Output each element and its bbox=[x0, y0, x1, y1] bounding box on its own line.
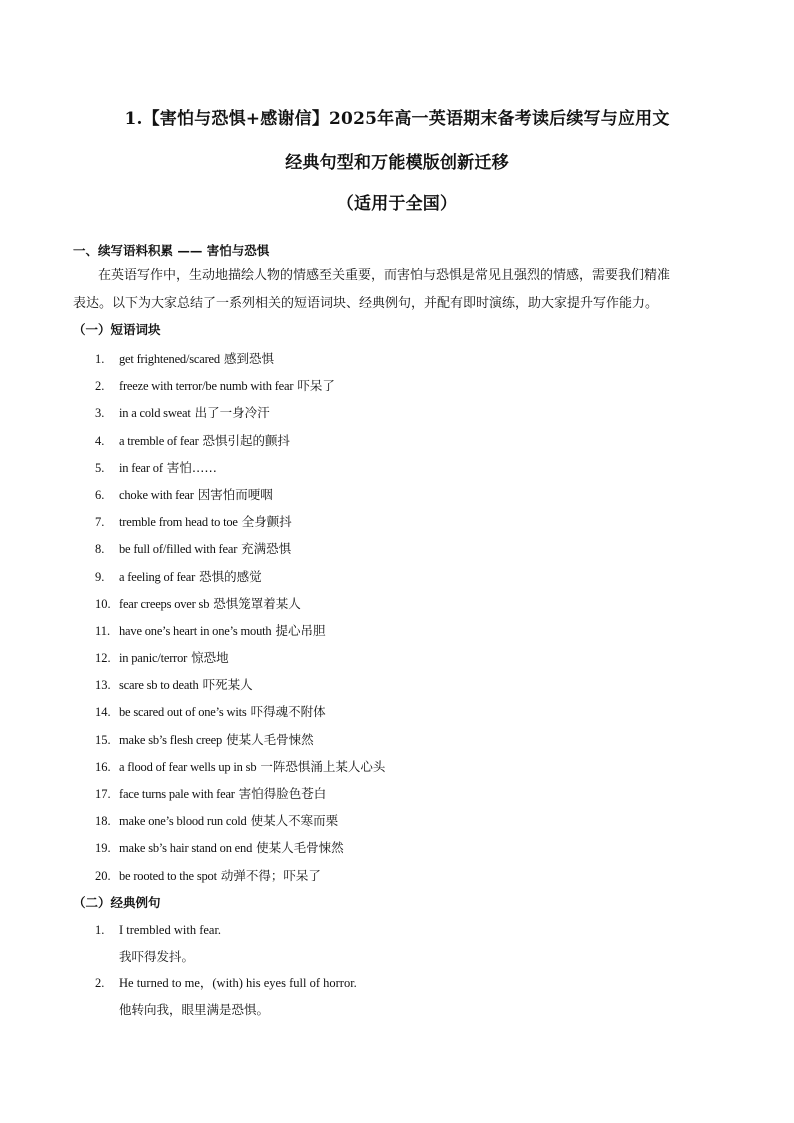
item-chinese: 害怕得脸色苍白 bbox=[238, 786, 327, 801]
item-number: 4. bbox=[95, 433, 105, 448]
item-number: 13. bbox=[95, 678, 111, 693]
item-number: 15. bbox=[95, 732, 111, 747]
item-number: 17. bbox=[95, 787, 111, 801]
document-title-line3: （适用于全国） bbox=[336, 194, 458, 214]
item-number: 19. bbox=[95, 841, 111, 856]
list-item bbox=[95, 698, 385, 725]
item-english: fear creeps over sb bbox=[119, 596, 210, 611]
phrase-list bbox=[95, 345, 385, 889]
item-english: choke with fear bbox=[119, 487, 194, 502]
item-english: in panic/terror bbox=[119, 651, 188, 666]
item-english: be full of/filled with fear bbox=[119, 542, 238, 557]
item-english: in a cold sweat bbox=[119, 406, 191, 421]
item-number: 20. bbox=[95, 868, 111, 883]
list-item bbox=[95, 970, 357, 1023]
item-number: 7. bbox=[95, 515, 105, 530]
list-item bbox=[95, 372, 385, 399]
list-item bbox=[95, 481, 385, 508]
item-number: 11. bbox=[95, 623, 111, 638]
item-number: 5. bbox=[95, 460, 105, 475]
item-number: 1. bbox=[95, 352, 105, 366]
list-item bbox=[95, 780, 385, 807]
item-chinese: 吓呆了 bbox=[297, 378, 335, 394]
section-heading: 一、续写语料积累 —— 害怕与恐惧 bbox=[73, 243, 270, 258]
list-item bbox=[95, 862, 385, 889]
item-english: make one’s blood run cold bbox=[119, 814, 247, 829]
item-english: be rooted to the spot bbox=[119, 868, 217, 883]
item-number: 12. bbox=[95, 651, 111, 666]
list-item bbox=[95, 617, 385, 644]
item-english: make sb’s flesh creep bbox=[119, 732, 223, 747]
list-item bbox=[95, 807, 385, 834]
list-item bbox=[95, 563, 385, 590]
item-chinese: 恐惧的感觉 bbox=[199, 568, 262, 584]
item-english: a flood of fear wells up in sb bbox=[119, 759, 257, 774]
item-number: 2. bbox=[95, 379, 105, 394]
item-chinese: 因害怕而哽咽 bbox=[197, 486, 273, 502]
example-english: I trembled with fear. bbox=[119, 923, 222, 937]
example-chinese: 他转向我，眼里满是恐惧。 bbox=[119, 1002, 270, 1017]
item-number: 1. bbox=[95, 923, 105, 937]
phrases-heading: （一）短语词块 bbox=[73, 322, 161, 337]
item-number: 8. bbox=[95, 542, 105, 557]
item-chinese: 吓死某人 bbox=[202, 677, 253, 693]
item-chinese: 提心吊胆 bbox=[275, 622, 326, 638]
item-english: a tremble of fear bbox=[119, 433, 199, 448]
item-english: get frightened/scared bbox=[119, 352, 220, 366]
list-item bbox=[95, 454, 385, 481]
list-item bbox=[95, 345, 385, 372]
item-number: 2. bbox=[95, 976, 105, 990]
item-english: have one’s heart in one’s mouth bbox=[119, 623, 272, 638]
item-chinese: 害怕…… bbox=[166, 459, 217, 475]
item-english: scare sb to death bbox=[119, 678, 199, 693]
example-sentence-list bbox=[95, 917, 357, 1023]
item-chinese: 惊恐地 bbox=[191, 650, 229, 666]
item-number: 14. bbox=[95, 705, 111, 720]
examples-heading: （二）经典例句 bbox=[73, 895, 161, 910]
item-chinese: 使某人毛骨悚然 bbox=[226, 731, 314, 747]
item-english: in fear of bbox=[119, 460, 163, 475]
item-chinese: 充满恐惧 bbox=[241, 541, 292, 557]
list-item bbox=[95, 644, 385, 671]
item-chinese: 感到恐惧 bbox=[223, 351, 274, 366]
item-number: 10. bbox=[95, 596, 111, 611]
item-chinese: 出了一身冷汗 bbox=[194, 405, 270, 421]
item-chinese: 使某人毛骨悚然 bbox=[256, 840, 344, 856]
example-chinese: 我吓得发抖。 bbox=[119, 949, 195, 964]
item-english: make sb’s hair stand on end bbox=[119, 841, 253, 856]
item-chinese: 全身颤抖 bbox=[241, 514, 292, 530]
list-item bbox=[95, 535, 385, 562]
list-item bbox=[95, 671, 385, 698]
item-number: 9. bbox=[95, 569, 105, 584]
document-title-line1: 1.【害怕与恐惧+感谢信】2025年高一英语期末备考读后续写与应用文 bbox=[124, 109, 670, 129]
list-item bbox=[95, 834, 385, 861]
item-english: a feeling of fear bbox=[119, 569, 196, 584]
list-item bbox=[95, 917, 357, 970]
item-chinese: 一阵恐惧涌上某人心头 bbox=[260, 758, 386, 774]
document-title-line2: 经典句型和万能模版创新迁移 bbox=[285, 153, 509, 173]
list-item bbox=[95, 399, 385, 426]
item-english: tremble from head to toe bbox=[119, 515, 238, 530]
list-item bbox=[95, 753, 385, 780]
item-english: face turns pale with fear bbox=[119, 787, 235, 801]
item-english: be scared out of one’s wits bbox=[119, 705, 247, 720]
list-item bbox=[95, 427, 385, 454]
item-number: 18. bbox=[95, 814, 111, 829]
item-english: freeze with terror/be numb with fear bbox=[119, 379, 294, 394]
item-chinese: 恐惧笼罩着某人 bbox=[213, 595, 301, 611]
item-chinese: 恐惧引起的颤抖 bbox=[202, 432, 291, 448]
list-item bbox=[95, 590, 385, 617]
item-number: 6. bbox=[95, 487, 105, 502]
item-chinese: 使某人不寒而栗 bbox=[250, 813, 339, 829]
item-number: 3. bbox=[95, 406, 105, 421]
intro-paragraph-line2: 表达。以下为大家总结了一系列相关的短语词块、经典例句，并配有即时演练，助大家提升写作能力。 bbox=[73, 296, 659, 311]
list-item bbox=[95, 726, 385, 753]
item-chinese: 吓得魂不附体 bbox=[250, 704, 326, 720]
example-english: He turned to me，(with) his eyes full of horror. bbox=[119, 976, 357, 990]
list-item bbox=[95, 508, 385, 535]
intro-paragraph-line1: 在英语写作中，生动地描绘人物的情感至关重要，而害怕与恐惧是常见且强烈的情感，需要我们精准 bbox=[98, 268, 671, 283]
item-number: 16. bbox=[95, 759, 111, 774]
item-chinese: 动弹不得；吓呆了 bbox=[220, 867, 321, 883]
